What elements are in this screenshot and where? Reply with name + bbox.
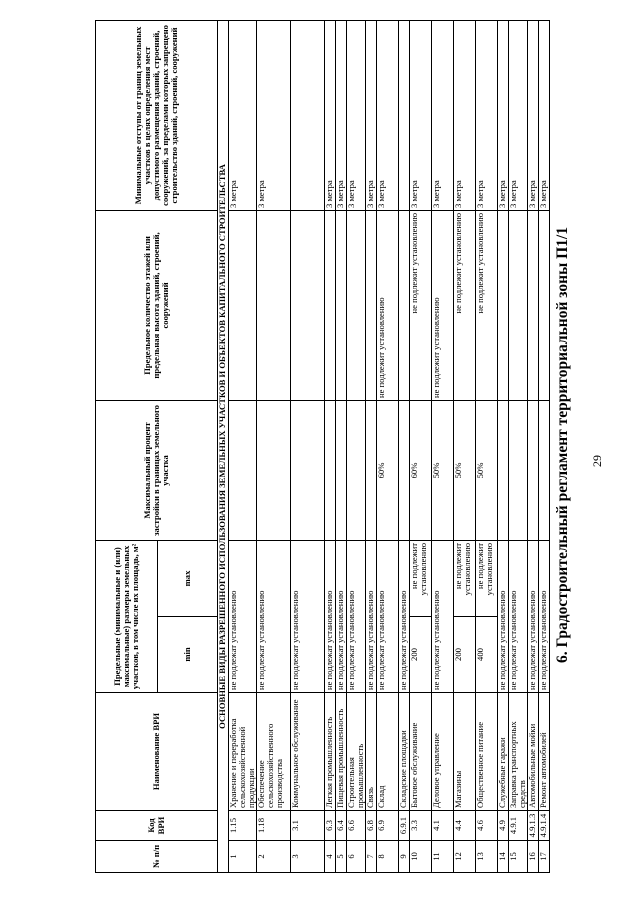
size-limits: не подлежат установлению: [336, 540, 347, 692]
setback: 3 метра: [476, 20, 498, 210]
vri-name: Складские площадки: [399, 693, 410, 811]
setback: [399, 20, 410, 210]
build-percent: 50%: [432, 400, 454, 540]
vri-name: Коммунальное обслуживание: [291, 693, 325, 811]
vri-code: 4.6: [476, 811, 498, 841]
header-code: Код ВРИ: [96, 811, 218, 841]
setback: 3 метра: [336, 20, 347, 210]
vri-code: 6.8: [366, 811, 377, 841]
build-percent: [325, 400, 336, 540]
row-number: 6: [347, 841, 366, 873]
vri-code: 4.9.1: [509, 811, 528, 841]
row-number: 2: [257, 841, 291, 873]
floor-limit: не подлежит установлению: [476, 210, 498, 400]
vri-name: Магазины: [454, 693, 476, 811]
setback: 3 метра: [366, 20, 377, 210]
vri-code: 1.15: [229, 811, 257, 841]
table-row: [377, 20, 399, 872]
row-number: 16: [528, 841, 539, 873]
header-max: max: [158, 540, 218, 616]
build-percent: [229, 400, 257, 540]
row-number: 14: [498, 841, 509, 873]
setback: 3 метра: [432, 20, 454, 210]
setback: 3 метра: [229, 20, 257, 210]
floor-limit: [291, 210, 325, 400]
vri-name: Легкая промышленность: [325, 693, 336, 811]
build-percent: [336, 400, 347, 540]
build-percent: [528, 400, 539, 540]
document-title: 6. Градостроительный регламент территориальной зоны П1/1: [554, 227, 571, 663]
floor-limit: не подлежит установлению: [410, 210, 432, 400]
setback: 3 метра: [410, 20, 432, 210]
row-number: 17: [539, 841, 550, 873]
vri-name: Связь: [366, 693, 377, 811]
table-row: [528, 20, 539, 872]
vri-code: 6.9.1: [399, 811, 410, 841]
row-number: 7: [366, 841, 377, 873]
size-limits: не подлежат установлению: [539, 540, 550, 692]
floor-limit: [336, 210, 347, 400]
setback: 3 метра: [498, 20, 509, 210]
build-percent: [257, 400, 291, 540]
setback: 3 метра: [454, 20, 476, 210]
vri-code: 3.3: [410, 811, 432, 841]
floor-limit: [325, 210, 336, 400]
build-percent: [509, 400, 528, 540]
floor-limit: [539, 210, 550, 400]
vri-name: Бытовое обслуживание: [410, 693, 432, 811]
build-percent: 50%: [454, 400, 476, 540]
build-percent: [291, 400, 325, 540]
setback: 3 метра: [539, 20, 550, 210]
row-number: 10: [410, 841, 432, 873]
size-limits: не подлежат установлению: [399, 540, 410, 692]
size-limits: не подлежат установлению: [528, 540, 539, 692]
setback: [291, 20, 325, 210]
vri-code: 4.9.1.4: [539, 811, 550, 841]
table-row: [257, 20, 291, 872]
floor-limit: [528, 210, 539, 400]
size-limits: не подлежат установлению: [229, 540, 257, 692]
table-row: [539, 20, 550, 872]
setback: 3 метра: [257, 20, 291, 210]
vri-code: 1.18: [257, 811, 291, 841]
row-number: 5: [336, 841, 347, 873]
setback: 3 метра: [528, 20, 539, 210]
row-number: 3: [291, 841, 325, 873]
size-limits: не подлежат установлению: [432, 540, 454, 692]
floor-limit: [366, 210, 377, 400]
vri-name: Обеспечение сельскохозяйственного производства: [257, 693, 291, 811]
floor-limit: [347, 210, 366, 400]
vri-name: Пищевая промышленность: [336, 693, 347, 811]
row-number: 13: [476, 841, 498, 873]
row-number: 9: [399, 841, 410, 873]
header-num: № п/п: [96, 841, 218, 873]
vri-name: Строительная промышленность: [347, 693, 366, 811]
table-row: [498, 20, 509, 872]
setback: 3 метра: [325, 20, 336, 210]
size-limits: не подлежат установлению: [325, 540, 336, 692]
table-row: [432, 20, 454, 872]
regulation-table: [95, 20, 550, 873]
vri-code: 3.1: [291, 811, 325, 841]
table-row: [454, 20, 476, 872]
section-title: ОСНОВНЫЕ ВИДЫ РАЗРЕШЕННОГО ИСПОЛЬЗОВАНИЯ ЗЕМЕЛЬНЫХ УЧАСТКОВ И ОБЪЕКТОВ КАПИТАЛЬНОГО СТРОИТЕЛЬСТВА: [218, 20, 229, 872]
header-floors: Предельное количество этажей или предельная высота зданий, строений, сооружений: [96, 210, 218, 400]
table-row: [336, 20, 347, 872]
vri-code: 4.1: [432, 811, 454, 841]
size-max: не подлежит установлению: [410, 540, 432, 616]
vri-code: 6.4: [336, 811, 347, 841]
vri-name: Служебные гаражи: [498, 693, 509, 811]
floor-limit: не подлежит установлению: [377, 210, 399, 400]
header-size: Предельные (минимальные и (или) максимальные) размеры земельных участков, в том числе их площадь, м²: [96, 540, 158, 692]
vri-name: Общественное питание: [476, 693, 498, 811]
build-percent: [498, 400, 509, 540]
vri-name: Деловое управление: [432, 693, 454, 811]
row-number: 11: [432, 841, 454, 873]
row-number: 15: [509, 841, 528, 873]
setback: 3 метра: [377, 20, 399, 210]
floor-limit: [257, 210, 291, 400]
build-percent: [366, 400, 377, 540]
vri-name: Ремонт автомобилей: [539, 693, 550, 811]
vri-name: Заправка транспортных средств: [509, 693, 528, 811]
size-min: 400: [476, 617, 498, 693]
vri-code: 6.9: [377, 811, 399, 841]
page-number: 29: [590, 455, 604, 467]
setback: 3 метра: [347, 20, 366, 210]
vri-code: 4.4: [454, 811, 476, 841]
vri-name: Склад: [377, 693, 399, 811]
build-percent: [399, 400, 410, 540]
vri-code: 6.3: [325, 811, 336, 841]
size-min: 200: [410, 617, 432, 693]
table-row: [399, 20, 410, 872]
floor-limit: [229, 210, 257, 400]
table-row: [347, 20, 366, 872]
table-body: [218, 20, 550, 872]
table-row: [509, 20, 528, 872]
header-name: Наименование ВРИ: [96, 693, 218, 811]
table-row: [476, 20, 498, 872]
size-min: 200: [454, 617, 476, 693]
vri-code: 4.9: [498, 811, 509, 841]
row-number: 8: [377, 841, 399, 873]
size-limits: не подлежат установлению: [377, 540, 399, 692]
setback: 3 метра: [509, 20, 528, 210]
size-limits: не подлежат установлению: [347, 540, 366, 692]
size-limits: не подлежат установлению: [498, 540, 509, 692]
build-percent: 60%: [377, 400, 399, 540]
header-row-1: [96, 20, 158, 872]
table-row: [410, 20, 432, 872]
size-limits: не подлежат установлению: [291, 540, 325, 692]
vri-name: Хранение и переработка сельскохозяйственной продукции: [229, 693, 257, 811]
row-number: 1: [229, 841, 257, 873]
size-limits: не подлежат установлению: [257, 540, 291, 692]
floor-limit: [509, 210, 528, 400]
header-percent: Максимальный процент застройки в границах земельного участка: [96, 400, 218, 540]
floor-limit: [399, 210, 410, 400]
build-percent: [347, 400, 366, 540]
row-number: 12: [454, 841, 476, 873]
size-limits: не подлежат установлению: [509, 540, 528, 692]
row-number: 4: [325, 841, 336, 873]
floor-limit: не подлежит установлению: [432, 210, 454, 400]
size-max: не подлежит установлению: [454, 540, 476, 616]
vri-code: 4.9.1.3: [528, 811, 539, 841]
vri-code: 6.6: [347, 811, 366, 841]
table-row: [325, 20, 336, 872]
build-percent: 60%: [410, 400, 432, 540]
table-row: [229, 20, 257, 872]
table-row: [366, 20, 377, 872]
floor-limit: [498, 210, 509, 400]
build-percent: 50%: [476, 400, 498, 540]
size-limits: не подлежат установлению: [366, 540, 377, 692]
header-min: min: [158, 617, 218, 693]
table-row: [291, 20, 325, 872]
header-setback: Минимальные отступы от границ земельных участков в целях определения мест допустимого размещения зданий, строений, сооружений, за пределами которых запрещено строительство зданий, строений, сооружений: [96, 20, 218, 210]
build-percent: [539, 400, 550, 540]
vri-name: Автомобильные мойки: [528, 693, 539, 811]
section-row: [218, 20, 229, 872]
floor-limit: не подлежит установлению: [454, 210, 476, 400]
size-max: не подлежит установлению: [476, 540, 498, 616]
